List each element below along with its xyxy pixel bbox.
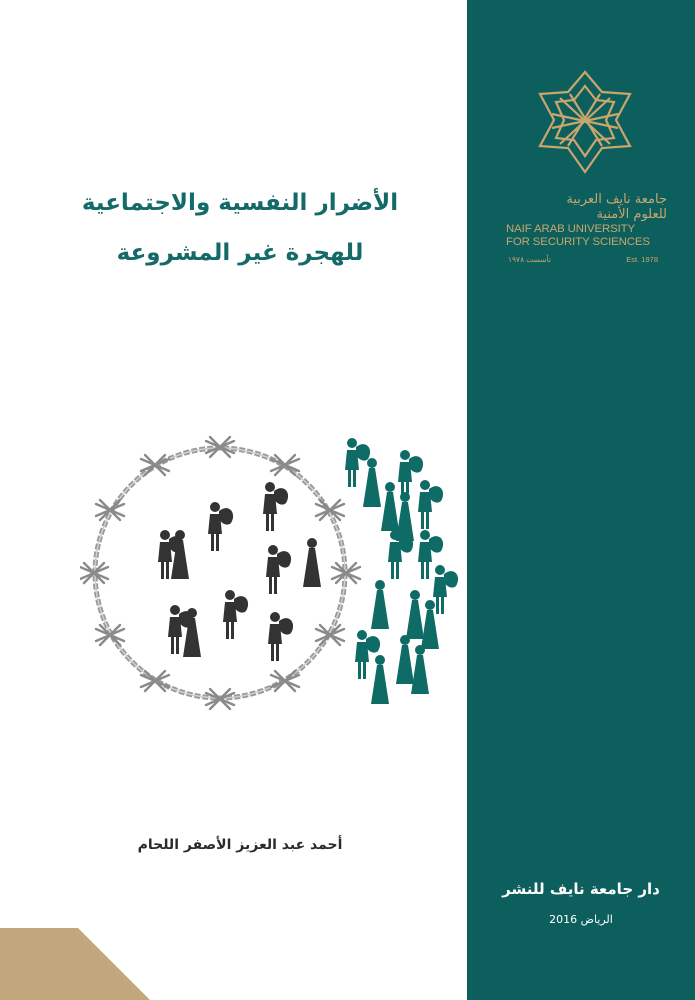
migrants-inside-group [158,482,321,661]
established-en: Est. 1978 [626,255,658,264]
established-ar: تأسست ١٩٧٨ [508,255,551,264]
gold-corner-decoration [0,928,160,1000]
book-title-line2: للهجرة غير المشروعة [116,240,364,266]
university-logo-icon [530,68,640,188]
university-name-ar-line2: للعلوم الأمنية [596,207,667,222]
university-name-en [506,223,686,249]
migrants-outside-group [345,438,458,704]
university-name-en-line1: NAIF ARAB UNIVERSITY [506,223,636,235]
book-title-line1: الأضرار النفسية والاجتماعية [81,190,399,216]
publisher-city-year: الرياض 2016 [549,913,613,926]
university-name-ar-line1: جامعة نايف العربية [566,192,667,207]
cover-illustration [80,425,460,725]
book-title [40,178,440,278]
book-author: أحمد عبد العزيز الأصفر اللحام [137,837,343,853]
right-panel [467,0,695,1000]
university-name-ar [497,192,667,222]
publisher-name: دار جامعة نايف للنشر [502,880,660,898]
university-name-en-line2: FOR SECURITY SCIENCES [506,236,650,248]
established-row [508,255,658,264]
